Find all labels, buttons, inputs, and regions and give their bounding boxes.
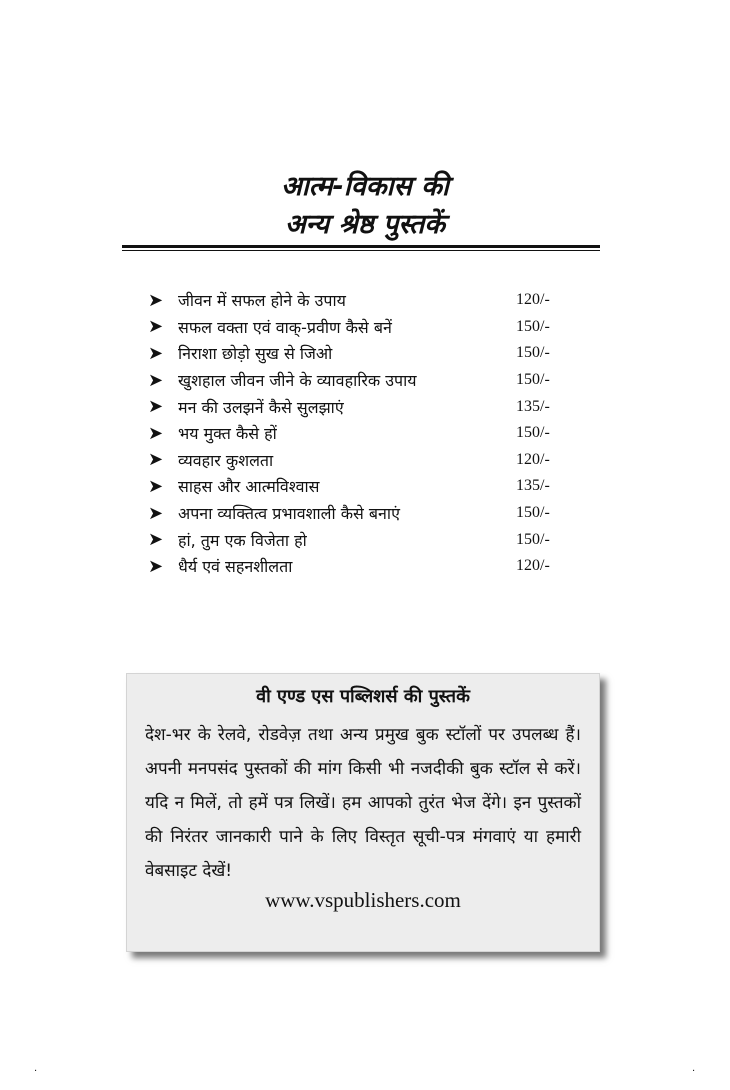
book-price: 120/- <box>516 450 550 468</box>
book-price: 135/- <box>516 477 550 495</box>
title-divider-thin <box>122 250 600 251</box>
right-arrowhead-icon: ➤ <box>148 529 164 551</box>
book-price: 120/- <box>516 557 550 575</box>
book-list-item <box>148 367 568 394</box>
book-title: सफल वक्ता एवं वाक्-प्रवीण कैसे बनें <box>178 317 392 337</box>
book-title: भय मुक्त कैसे हों <box>178 424 277 444</box>
right-arrowhead-icon: ➤ <box>148 396 164 418</box>
right-arrowhead-icon: ➤ <box>148 555 164 577</box>
title-line-1: आत्म-विकास की <box>281 171 449 202</box>
book-title: हां, तुम एक विजेता हो <box>178 530 307 550</box>
book-list-item <box>148 420 568 447</box>
book-list <box>148 287 568 580</box>
book-list-item <box>148 287 568 314</box>
book-title: धैर्य एवं सहनशीलता <box>178 557 293 577</box>
book-list-item <box>148 314 568 341</box>
right-arrowhead-icon: ➤ <box>148 289 164 311</box>
book-title: साहस और आत्मविश्वास <box>178 477 320 497</box>
book-price: 135/- <box>516 397 550 415</box>
book-title: अपना व्यक्तित्व प्रभावशाली कैसे बनाएं <box>178 504 400 524</box>
book-list-item <box>148 447 568 474</box>
book-title: निराशा छोड़ो सुख से जिओ <box>178 344 333 364</box>
footer-mark-right: . <box>692 1063 696 1074</box>
right-arrowhead-icon: ➤ <box>148 502 164 524</box>
publisher-box-heading: वी एण्ड एस पब्लिशर्स की पुस्तकें <box>256 686 470 707</box>
right-arrowhead-icon: ➤ <box>148 475 164 497</box>
book-price: 150/- <box>516 344 550 362</box>
book-list-item <box>148 393 568 420</box>
book-list-item <box>148 526 568 553</box>
book-title: खुशहाल जीवन जीने के व्यावहारिक उपाय <box>178 371 417 391</box>
book-price: 150/- <box>516 371 550 389</box>
title-divider-thick <box>122 245 600 248</box>
book-price: 150/- <box>516 424 550 442</box>
book-price: 150/- <box>516 530 550 548</box>
right-arrowhead-icon: ➤ <box>148 422 164 444</box>
title-line-2: अन्य श्रेष्ठ पुस्तकें <box>284 209 446 240</box>
book-list-item <box>148 473 568 500</box>
page-title <box>0 168 730 244</box>
book-price: 120/- <box>516 291 550 309</box>
publisher-info-box <box>126 673 600 952</box>
right-arrowhead-icon: ➤ <box>148 369 164 391</box>
book-list-item <box>148 500 568 527</box>
footer-mark-left: . <box>34 1063 38 1074</box>
right-arrowhead-icon: ➤ <box>148 316 164 338</box>
book-list-item <box>148 340 568 367</box>
right-arrowhead-icon: ➤ <box>148 449 164 471</box>
book-title: जीवन में सफल होने के उपाय <box>178 291 346 311</box>
publisher-website-link[interactable]: www.vspublishers.com <box>265 888 461 912</box>
book-price: 150/- <box>516 317 550 335</box>
book-title: व्यवहार कुशलता <box>178 450 274 470</box>
right-arrowhead-icon: ➤ <box>148 342 164 364</box>
book-list-item <box>148 553 568 580</box>
publisher-box-body: देश-भर के रेलवे, रोडवेज़ तथा अन्य प्रमुख बुक स्टॉलों पर उपलब्ध हैं। अपनी मनपसंद पुस्तकों की मांग किसी भी नजदीकी बुक स्टॉल से करें। यदि न मिलें, तो हमें पत्र लिखें। हम आपको तुरंत भेज देंगे। इन पुस्तकों की निरंतर जानकारी पाने के लिए विस्तृत सूची-पत्र मंगवाएं या हमारी वेबसाइट देखें! <box>145 725 581 881</box>
book-price: 150/- <box>516 504 550 522</box>
book-title: मन की उलझनें कैसे सुलझाएं <box>178 397 344 417</box>
